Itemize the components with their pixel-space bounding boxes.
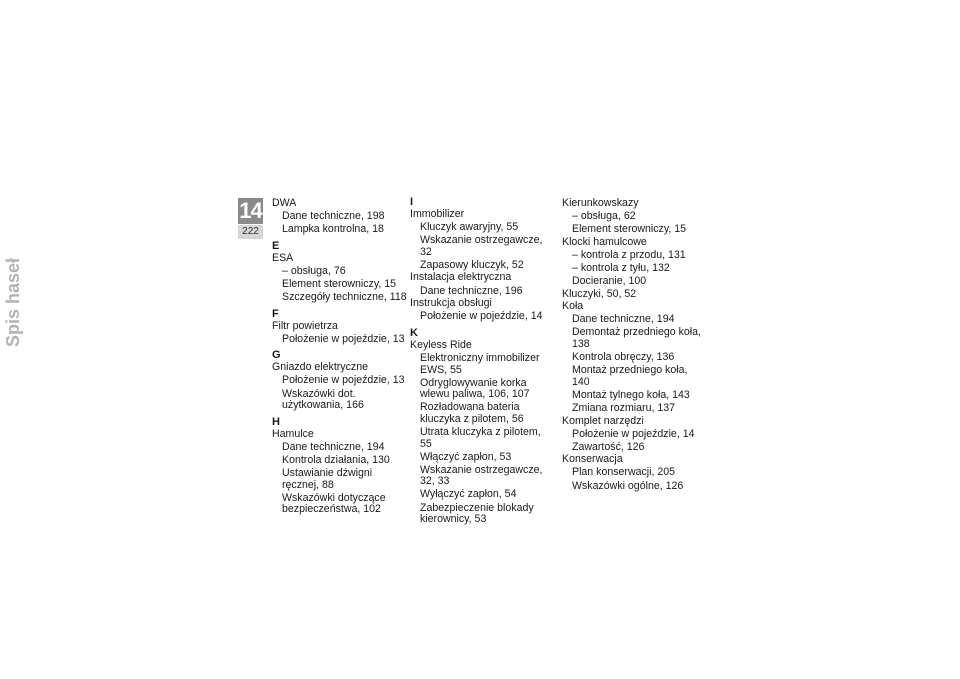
index-subentry: Położenie w pojeździe, 13 xyxy=(282,374,405,387)
index-subentry: Dane techniczne, 196 xyxy=(420,284,523,297)
section-title: Spis haseł xyxy=(3,257,23,347)
index-subentry: Wskazanie ostrzegawcze, 32, 33 xyxy=(420,463,543,488)
index-column-2 xyxy=(410,197,550,526)
index-letter-heading: K xyxy=(410,326,418,339)
page-number: 222 xyxy=(238,225,263,239)
index-entry xyxy=(562,198,702,236)
index-entry xyxy=(410,298,550,323)
index-entry xyxy=(562,454,702,492)
index-subentry: Montaż tylnego koła, 143 xyxy=(572,388,690,401)
index-subentry: – kontrola z przodu, 131 xyxy=(572,248,686,261)
index-subentry: Ustawianie dźwigni ręcznej, 88 xyxy=(282,467,373,491)
index-entry xyxy=(272,321,412,346)
index-subentry: Zapasowy kluczyk, 52 xyxy=(420,258,524,271)
index-term: Konserwacja xyxy=(562,453,623,466)
index-entry xyxy=(562,416,702,454)
index-subentry: Demontaż przedniego koła, 138 xyxy=(572,326,701,351)
index-entry xyxy=(272,429,412,516)
index-subentry: Utrata kluczyka z pilotem, 55 xyxy=(420,426,541,450)
chapter-number: 14 xyxy=(239,198,262,223)
index-subentry: Dane techniczne, 194 xyxy=(282,440,385,453)
index-term: Instrukcja obsługi xyxy=(410,297,492,310)
index-letter-group xyxy=(272,309,412,346)
chapter-tab xyxy=(238,198,266,358)
index-subentry: Wskazówki ogólne, 126 xyxy=(572,479,684,492)
index-subentry: Włączyć zapłon, 53 xyxy=(420,450,512,463)
index-subentry: Plan konserwacji, 205 xyxy=(572,466,676,479)
index-subentry: Odryglowywanie korka wlewu paliwa, 106, 107 xyxy=(420,376,530,401)
index-term: Kluczyki, 50, 52 xyxy=(562,287,637,300)
index-subentry: Wyłączyć zapłon, 54 xyxy=(420,488,517,501)
index-entry xyxy=(272,253,412,304)
index-subentry: Wskazówki dotyczące bezpieczeństwa, 102 xyxy=(282,491,386,516)
index-letter-heading: E xyxy=(272,239,280,252)
index-letter-heading: H xyxy=(272,415,280,428)
index-subentry: Kluczyk awaryjny, 55 xyxy=(420,221,519,234)
index-term: Komplet narzędzi xyxy=(562,414,644,427)
index-letter-group xyxy=(272,350,412,411)
index-term: Gniazdo elektryczne xyxy=(272,361,368,374)
index-subentry: – kontrola z tyłu, 132 xyxy=(572,261,670,274)
index-term: Hamulce xyxy=(272,427,314,440)
index-subentry: Szczegóły techniczne, 118 xyxy=(282,291,407,304)
index-term: Immobilizer xyxy=(410,208,465,220)
index-subentry: – obsługa, 62 xyxy=(572,210,636,223)
index-subentry: Element sterowniczy, 15 xyxy=(282,277,397,290)
index-subentry: Montaż przedniego koła, 140 xyxy=(572,364,688,388)
index-letter-heading: F xyxy=(272,307,279,320)
index-term: DWA xyxy=(272,197,297,209)
index-subentry: Lampka kontrolna, 18 xyxy=(282,223,384,236)
index-subentry: Element sterowniczy, 15 xyxy=(572,223,687,236)
index-letter-group xyxy=(272,241,412,304)
index-subentry: Zmiana rozmiaru, 137 xyxy=(572,402,676,414)
index-letter-group xyxy=(272,198,412,236)
index-letter-heading: I xyxy=(410,196,414,208)
index-subentry: Położenie w pojeździe, 14 xyxy=(420,310,543,323)
index-subentry: Elektroniczny immobilizer EWS, 55 xyxy=(420,351,540,376)
index-subentry: Wskazanie ostrzegawcze, 32 xyxy=(420,234,543,258)
index-entry xyxy=(562,237,702,288)
index-subentry: Kontrola obręczy, 136 xyxy=(572,351,675,364)
index-letter-group xyxy=(272,417,412,516)
index-term: Klocki hamulcowe xyxy=(562,235,647,248)
index-term: Keyless Ride xyxy=(410,338,472,351)
index-column-3 xyxy=(562,197,702,492)
index-subentry: Położenie w pojeździe, 14 xyxy=(572,427,695,440)
index-entry xyxy=(410,209,550,271)
index-subentry: Zabezpieczenie blokady kierownicy, 53 xyxy=(420,501,534,526)
index-subentry: Kontrola działania, 130 xyxy=(282,453,390,466)
index-entry xyxy=(272,362,412,411)
index-entry xyxy=(410,272,550,297)
index-subentry: Zawartość, 126 xyxy=(572,440,645,453)
index-letter-group xyxy=(410,197,550,323)
index-letter-heading: G xyxy=(272,349,281,362)
index-subentry: Wskazówki dot. użytkowania, 166 xyxy=(282,387,364,412)
index-entry xyxy=(272,198,412,236)
index-subentry: Docieranie, 100 xyxy=(572,275,647,288)
index-term: Instalacja elektryczna xyxy=(410,271,512,284)
index-term: Kierunkowskazy xyxy=(562,197,639,209)
index-entry xyxy=(562,301,702,414)
index-subentry: Rozładowana bateria kluczyka z pilotem, 56 xyxy=(420,401,524,425)
index-column-1 xyxy=(272,197,412,516)
index-entry xyxy=(410,340,550,526)
index-subentry: – obsługa, 76 xyxy=(282,264,346,277)
index-letter-group xyxy=(410,328,550,526)
index-term: Filtr powietrza xyxy=(272,319,338,332)
index-term: ESA xyxy=(272,251,294,264)
index-letter-group xyxy=(562,198,702,492)
index-entry xyxy=(562,289,702,301)
index-term: Koła xyxy=(562,300,584,313)
index-subentry: Położenie w pojeździe, 13 xyxy=(282,332,405,345)
index-subentry: Dane techniczne, 198 xyxy=(282,210,385,223)
index-subentry: Dane techniczne, 194 xyxy=(572,313,675,326)
